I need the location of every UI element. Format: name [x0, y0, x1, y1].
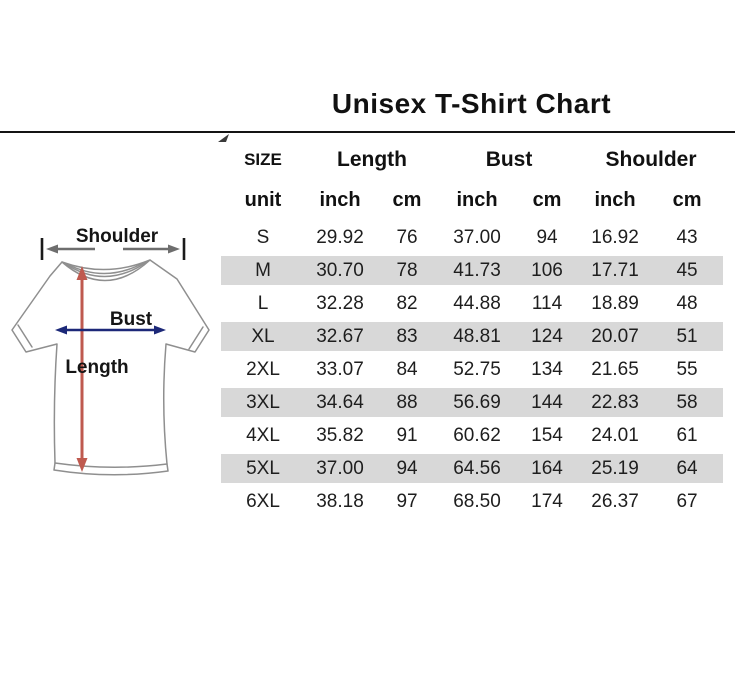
bust-cm-cell: 124 [515, 320, 579, 353]
table-row [221, 485, 723, 518]
size-cell: 2XL [246, 358, 280, 380]
length-cm-cell: 88 [375, 386, 439, 419]
table-row [221, 386, 723, 419]
bust-inch-cell: 64.56 [439, 452, 515, 485]
shoulder-inch-cell: 17.71 [579, 254, 651, 287]
size-cell: 6XL [246, 490, 280, 512]
shoulder-inch-cell: 22.83 [579, 386, 651, 419]
size-cell: 5XL [221, 452, 305, 485]
bust-cm-cell: 174 [531, 490, 563, 512]
bust-inch-cell: 52.75 [453, 358, 501, 380]
shoulder-inch-cell: 21.65 [591, 358, 639, 380]
length-cm-cell: 97 [396, 490, 418, 512]
bust-inch-cell: 37.00 [453, 226, 501, 248]
shoulder-inch-cell: 26.37 [591, 490, 639, 512]
table-row [221, 221, 723, 254]
length-cm-cell: 83 [375, 320, 439, 353]
size-cell: M [221, 254, 305, 287]
size-cell: 3XL [221, 386, 305, 419]
size-cell: L [257, 292, 269, 314]
header-bust: Bust [485, 148, 533, 171]
table-unit-row [221, 179, 723, 221]
bust-cm-cell: 94 [536, 226, 558, 248]
unit-bust-cm: cm [532, 188, 562, 211]
size-table-body [221, 221, 723, 518]
title-divider [0, 131, 735, 133]
length-inch-cell: 34.64 [305, 386, 375, 419]
shoulder-cm-cell: 58 [651, 386, 723, 419]
bust-cm-cell: 114 [531, 292, 563, 314]
bust-inch-cell: 56.69 [439, 386, 515, 419]
bust-cm-cell: 134 [531, 358, 563, 380]
unit-shoulder-cm: cm [672, 188, 702, 211]
shoulder-inch-cell: 16.92 [591, 226, 639, 248]
unit-length-cm: cm [392, 188, 422, 211]
length-cm-cell: 78 [375, 254, 439, 287]
length-cm-cell: 91 [396, 424, 418, 446]
length-inch-cell: 32.67 [305, 320, 375, 353]
bust-label: Bust [109, 309, 153, 330]
table-row [221, 254, 723, 287]
unit-bust-inch: inch [456, 188, 498, 211]
shoulder-inch-cell: 20.07 [579, 320, 651, 353]
shoulder-cm-cell: 61 [676, 424, 698, 446]
shoulder-cm-cell: 67 [676, 490, 698, 512]
table-row [221, 353, 723, 386]
shoulder-label: Shoulder [75, 226, 159, 247]
shoulder-cm-cell: 51 [651, 320, 723, 353]
shoulder-inch-cell: 18.89 [591, 292, 639, 314]
header-size: SIZE [244, 150, 282, 169]
length-cm-cell: 94 [375, 452, 439, 485]
shoulder-cm-cell: 45 [651, 254, 723, 287]
length-cm-cell: 76 [396, 226, 418, 248]
table-row [221, 419, 723, 452]
bust-cm-cell: 144 [515, 386, 579, 419]
length-inch-cell: 30.70 [305, 254, 375, 287]
bust-inch-cell: 68.50 [453, 490, 501, 512]
unit-length-inch: inch [319, 188, 361, 211]
bust-inch-cell: 48.81 [439, 320, 515, 353]
size-cell: XL [221, 320, 305, 353]
length-inch-cell: 38.18 [316, 490, 364, 512]
length-label: Length [65, 357, 129, 378]
shoulder-inch-cell: 25.19 [579, 452, 651, 485]
size-table [221, 141, 723, 518]
length-inch-cell: 35.82 [316, 424, 364, 446]
bust-inch-cell: 60.62 [453, 424, 501, 446]
length-inch-cell: 33.07 [316, 358, 364, 380]
shoulder-cm-cell: 64 [651, 452, 723, 485]
length-inch-cell: 29.92 [316, 226, 364, 248]
bust-cm-cell: 164 [515, 452, 579, 485]
length-inch-cell: 32.28 [316, 292, 364, 314]
table-row [221, 452, 723, 485]
bust-inch-cell: 44.88 [453, 292, 501, 314]
header-length: Length [337, 148, 407, 171]
unit-label: unit [244, 188, 282, 211]
table-row [221, 320, 723, 353]
bust-cm-cell: 154 [531, 424, 563, 446]
tshirt-measure-diagram [0, 222, 230, 526]
page-title: Unisex T-Shirt Chart [331, 88, 612, 119]
shoulder-inch-cell: 24.01 [591, 424, 639, 446]
header-shoulder: Shoulder [605, 148, 697, 171]
length-cm-cell: 82 [396, 292, 418, 314]
size-cell: S [256, 226, 270, 248]
shoulder-cm-cell: 48 [676, 292, 698, 314]
length-inch-cell: 37.00 [305, 452, 375, 485]
size-cell: 4XL [246, 424, 280, 446]
shoulder-cm-cell: 43 [676, 226, 698, 248]
shoulder-cm-cell: 55 [676, 358, 698, 380]
table-header-row [221, 141, 723, 179]
bust-cm-cell: 106 [515, 254, 579, 287]
bust-inch-cell: 41.73 [439, 254, 515, 287]
unit-shoulder-inch: inch [594, 188, 636, 211]
table-row [221, 287, 723, 320]
length-cm-cell: 84 [396, 358, 418, 380]
